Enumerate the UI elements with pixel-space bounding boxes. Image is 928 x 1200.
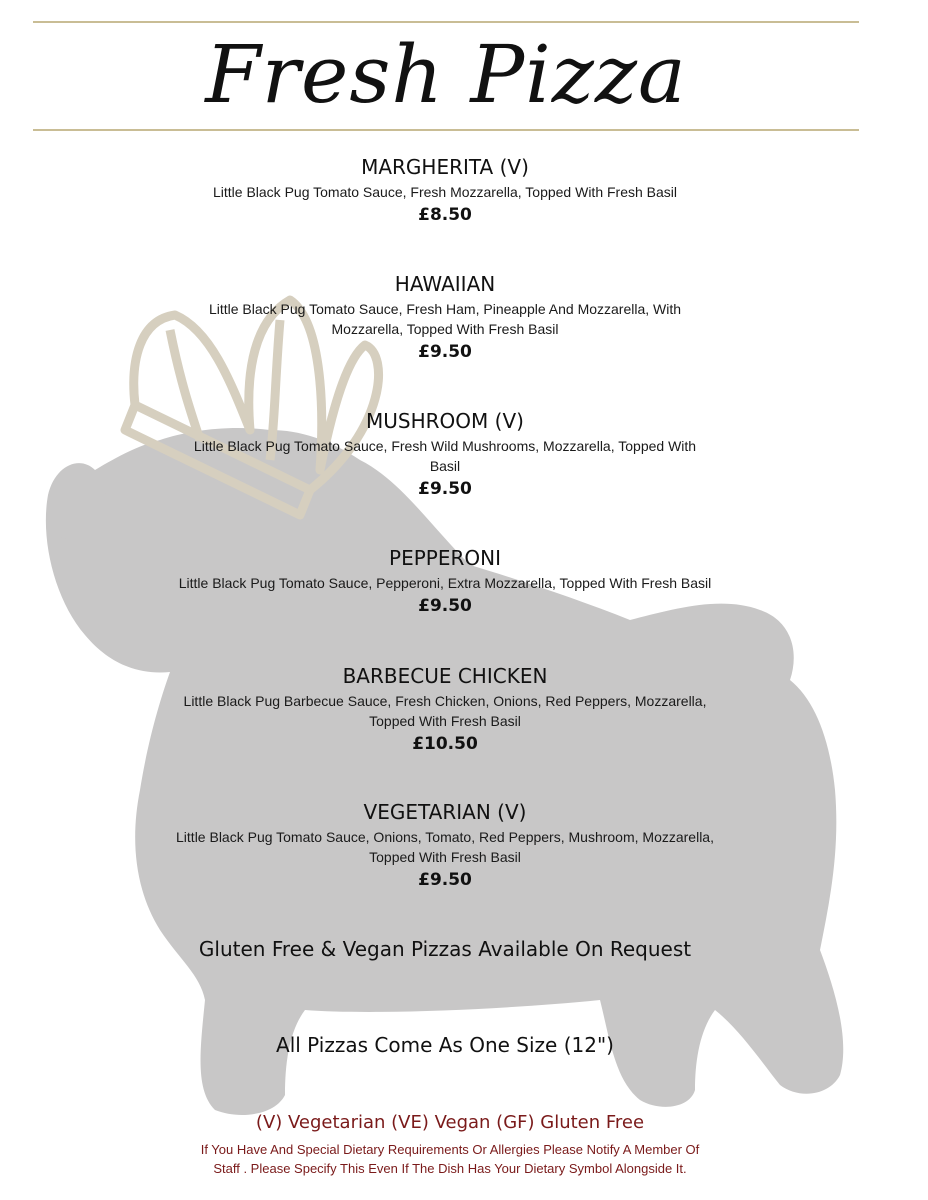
pug-silhouette-icon [46, 428, 843, 1115]
item-name: MARGHERITA (V) [361, 155, 529, 179]
item-name: MUSHROOM (V) [366, 409, 524, 433]
menu-item-hawaiian [150, 271, 740, 364]
item-description: Little Black Pug Tomato Sauce, Fresh Mozzarella, Topped With Fresh Basil [212, 184, 678, 200]
page-title: Fresh Pizza [205, 28, 687, 121]
item-price: £9.50 [418, 342, 472, 362]
dietary-legend: (V) Vegetarian (VE) Vegan (GF) Gluten Free [255, 1112, 645, 1133]
menu-item-vegetarian [150, 799, 740, 892]
item-name: VEGETARIAN (V) [363, 800, 527, 824]
pug-body-shape [46, 428, 843, 1115]
allergy-disclaimer: If You Have And Special Dietary Requirements Or Allergies Please Notify A Member Of Staff . Please Specify This Even If The Dish Has Your Dietary Symbol Alongside It. [200, 1142, 700, 1176]
menu-item-mushroom [150, 408, 740, 501]
item-name: HAWAIIAN [394, 272, 496, 296]
item-price: £9.50 [418, 870, 472, 890]
item-description: Little Black Pug Barbecue Sauce, Fresh Chicken, Onions, Red Peppers, Mozzarella, Topped With Fresh Basil [183, 693, 707, 729]
bottom-rule [33, 129, 859, 131]
item-name: PEPPERONI [389, 546, 501, 570]
gluten-vegan-note: Gluten Free & Vegan Pizzas Available On Request [198, 937, 692, 961]
menu-item-pepperoni [150, 545, 740, 618]
item-price: £10.50 [412, 734, 478, 754]
item-description: Little Black Pug Tomato Sauce, Fresh Wild Mushrooms, Mozzarella, Topped With Basil [193, 438, 697, 474]
item-name: BARBECUE CHICKEN [342, 664, 548, 688]
menu-item-barbecue-chicken [150, 663, 740, 756]
item-description: Little Black Pug Tomato Sauce, Onions, Tomato, Red Peppers, Mushroom, Mozzarella, Topped With Fresh Basil [176, 829, 714, 865]
size-note: All Pizzas Come As One Size (12") [276, 1033, 614, 1057]
item-description: Little Black Pug Tomato Sauce, Fresh Ham, Pineapple And Mozzarella, With Mozzarella, Topped With Fresh Basil [208, 301, 682, 337]
item-price: £8.50 [418, 205, 472, 225]
menu-item-margherita [150, 154, 740, 227]
item-price: £9.50 [418, 479, 472, 499]
item-description: Little Black Pug Tomato Sauce, Pepperoni, Extra Mozzarella, Topped With Fresh Basil [178, 575, 712, 591]
item-price: £9.50 [418, 596, 472, 616]
